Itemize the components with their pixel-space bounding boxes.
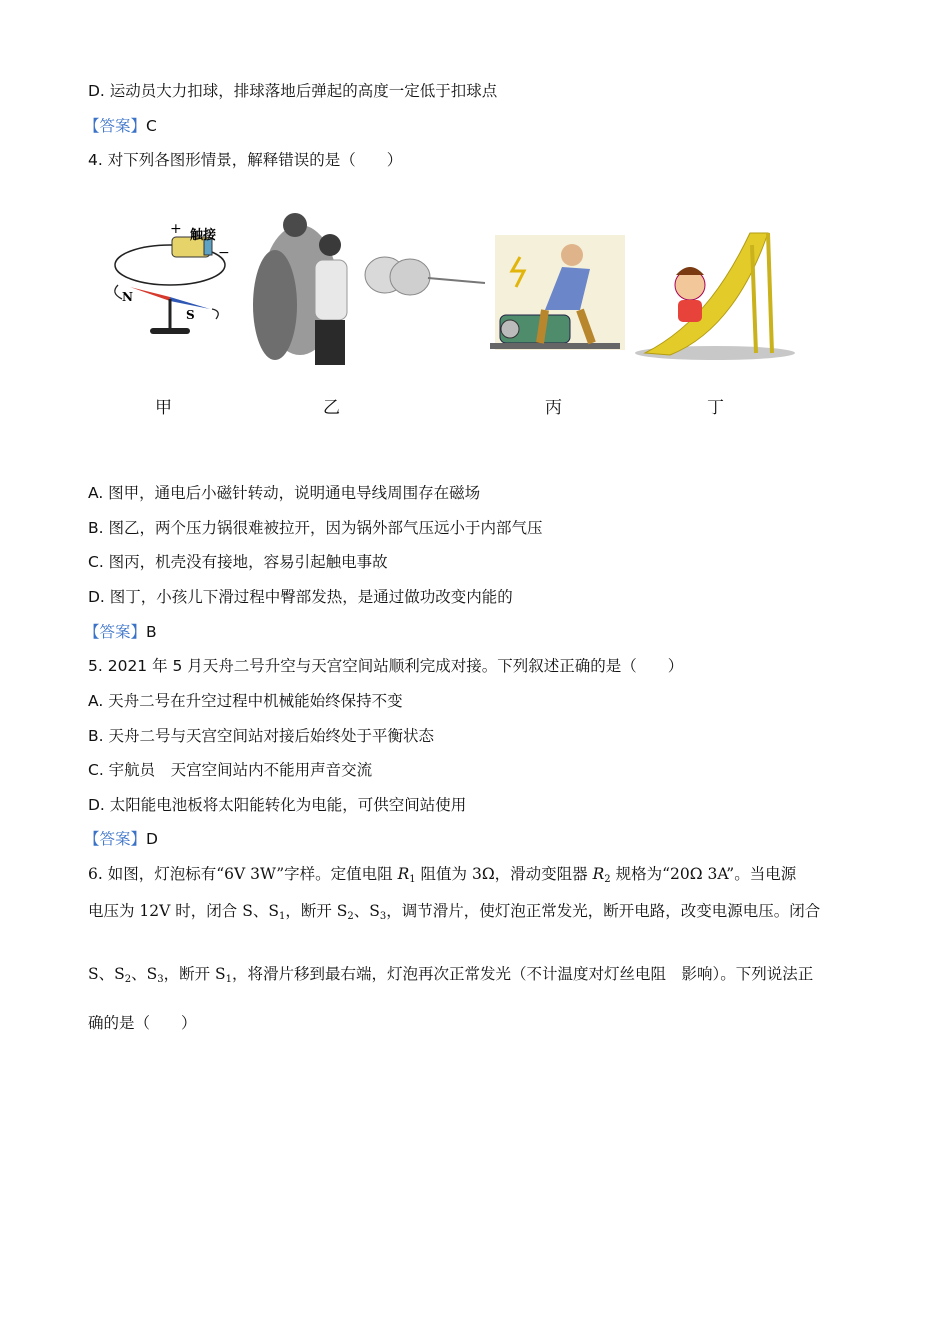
minus-label: − [218, 245, 230, 261]
q6-line-2 [88, 901, 820, 927]
slide-icon [645, 233, 768, 355]
q6-text: S、S [88, 965, 125, 983]
answer-value: B [146, 623, 157, 641]
q5-option-b: B. 天舟二号与天宫空间站对接后始终处于平衡状态 [88, 727, 434, 745]
plus-label: + [170, 221, 182, 237]
q6-text: ，调节滑片，使灯泡正常发光，断开电路，改变电源电压。闭合 [386, 902, 821, 920]
subscript: 3 [379, 911, 387, 922]
subscript: 2 [347, 911, 354, 922]
q6-text: 阻值为 3Ω，滑动变阻器 [415, 865, 593, 883]
answer-value: D [146, 830, 158, 848]
q6-text: 电压为 12V 时，闭合 S、S [88, 902, 279, 920]
q5-option-d: D. 太阳能电池板将太阳能转化为电能，可供空间站使用 [88, 796, 467, 814]
q6-text: 、S [131, 965, 158, 983]
q6-line-3 [88, 964, 813, 990]
q3-answer [84, 116, 157, 136]
q6-text: ，断开 S [285, 902, 348, 920]
q6-text: ，将滑片移到最右端，灯泡再次正常发光（不计温度对灯丝电阻 影响）。下列说法正 [232, 965, 814, 983]
q6-text: 、S [353, 902, 380, 920]
q5-stem: 5. 2021 年 5 月天舟二号升空与天宫空间站顺利完成对接。下列叙述正确的是（ ） [88, 657, 684, 675]
r2-symbol: R [592, 865, 605, 883]
q4-stem: 4. 对下列各图形情景，解释错误的是（ ） [88, 151, 403, 169]
needle-north [130, 287, 170, 301]
caption-yi: 乙 [323, 398, 340, 418]
figure-yi-pulling [253, 213, 485, 365]
q5-answer [84, 829, 158, 849]
south-label: S [186, 308, 195, 322]
subscript: 1 [278, 911, 286, 922]
q6-text: ，断开 S [163, 965, 226, 983]
subscript: 1 [409, 874, 416, 885]
subscript: 1 [225, 974, 233, 985]
q6-line-4: 确的是（ ） [88, 1014, 197, 1032]
subscript: 2 [124, 974, 132, 985]
q4-option-b: B. 图乙，两个压力锅很难被拉开，因为锅外部气压远小于内部气压 [88, 519, 543, 537]
figure-ding-slide [635, 233, 795, 360]
q3-option-d: D. 运动员大力扣球，排球落地后弹起的高度一定低于扣球点 [88, 82, 498, 100]
rotate-arrow-icon [115, 285, 122, 299]
q4-option-d: D. 图丁，小孩儿下滑过程中臀部发热，是通过做功改变内能的 [88, 588, 513, 606]
q6-text: 规格为“20Ω 3A”。当电源 [610, 865, 797, 883]
q4-option-a: A. 图甲，通电后小磁针转动，说明通电导线周围存在磁场 [88, 484, 481, 502]
figure-bing-motor [490, 235, 625, 350]
answer-label: 【答案】 [84, 623, 147, 641]
answer-value: C [146, 117, 157, 135]
q6-text: 6. 如图，灯泡标有“6V 3W”字样。定值电阻 [88, 865, 398, 883]
q6-line-1 [88, 864, 796, 890]
subscript: 3 [157, 974, 164, 985]
q5-option-c: C. 宇航员 天宫空间站内不能用声音交流 [88, 761, 373, 779]
caption-jia: 甲 [155, 398, 172, 418]
caption-bing: 丙 [545, 398, 562, 418]
q4-option-c: C. 图丙，机壳没有接地，容易引起触电事故 [88, 553, 388, 571]
answer-label: 【答案】 [84, 830, 147, 848]
q4-answer [84, 622, 157, 642]
answer-label: 【答案】 [84, 117, 147, 135]
caption-ding: 丁 [707, 398, 724, 418]
north-label: N [122, 290, 133, 304]
r1-symbol: R [397, 865, 410, 883]
figure-jia-compass [115, 221, 230, 334]
q5-option-a: A. 天舟二号在升空过程中机械能始终保持不变 [88, 692, 403, 710]
subscript: 2 [604, 874, 611, 885]
touch-label: 触接 [190, 228, 217, 243]
